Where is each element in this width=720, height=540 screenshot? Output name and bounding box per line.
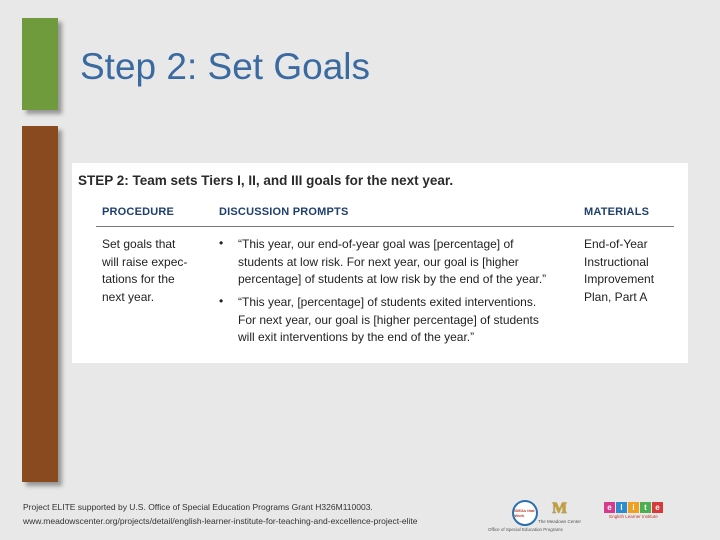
elite-letter: e	[652, 502, 663, 513]
materials-line: Plan, Part A	[584, 289, 648, 304]
header-procedure: PROCEDURE	[102, 206, 175, 218]
prompt-2-line: For next year, our goal is [higher percentage] of students	[238, 312, 539, 327]
panel-title: STEP 2: Team sets Tiers I, II, and III goals for the next year.	[78, 173, 454, 188]
materials-line: End-of-Year	[584, 237, 648, 251]
procedure-line: Set goals that	[102, 237, 176, 251]
procedure-line: tations for the	[102, 272, 175, 286]
elite-letter: l	[616, 502, 627, 513]
bullet-1: •	[219, 236, 224, 250]
materials-line: Improvement	[584, 272, 655, 286]
header-rule	[96, 226, 674, 227]
slide-title: Step 2: Set Goals	[80, 46, 371, 87]
content-panel	[72, 163, 688, 363]
header-discussion-prompts: DISCUSSION PROMPTS	[219, 206, 349, 218]
prompt-2	[238, 294, 539, 347]
meadows-m-mark: M	[551, 500, 568, 517]
meadows-logo-caption: The Meadows Center	[538, 519, 582, 524]
accent-bar-brown	[22, 126, 58, 482]
meadows-center-logo	[538, 500, 581, 524]
elite-logo-caption: English Learner Institute	[609, 514, 658, 519]
accent-bar-green	[22, 18, 58, 110]
prompt-2-line: will exit interventions by the end of the year.”	[238, 330, 475, 344]
prompt-1-line: “This year, our end-of-year goal was [percentage] of	[238, 237, 514, 251]
elite-letter: i	[628, 502, 639, 513]
prompt-1-line: percentage] of students at low risk by the end of the year.”	[238, 272, 547, 286]
prompt-1	[238, 236, 546, 289]
procedure-line: next year.	[102, 289, 155, 304]
ideas-logo-mark	[512, 500, 538, 526]
ideas-logo-label: IDEAs that Work	[514, 508, 535, 518]
elite-logo	[604, 502, 663, 519]
footer-grant-text: Project ELITE supported by U.S. Office of Special Education Programs Grant H326M110003.	[23, 502, 373, 512]
materials-text	[584, 236, 654, 306]
materials-line: Instructional	[584, 254, 649, 269]
prompt-1-line: students at low risk. For next year, our goal is [higher	[238, 254, 519, 269]
ideas-logo-caption: Office of Special Education Programs	[488, 527, 563, 532]
footer-url: www.meadowscenter.org/projects/detail/english-learner-institute-for-teaching-and-excellence-project-elite	[23, 516, 418, 526]
procedure-line: will raise expec-	[102, 254, 188, 269]
elite-letter: t	[640, 502, 651, 513]
header-materials: MATERIALS	[584, 206, 650, 218]
procedure-text	[102, 236, 187, 306]
elite-letters	[604, 502, 663, 513]
bullet-2: •	[219, 294, 224, 308]
prompt-2-line: “This year, [percentage] of students exited interventions.	[238, 295, 537, 309]
elite-letter: e	[604, 502, 615, 513]
